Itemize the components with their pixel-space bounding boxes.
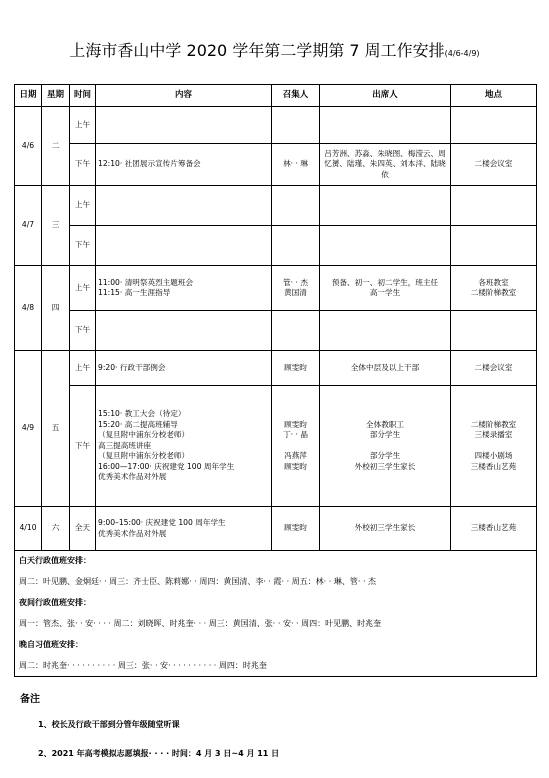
table-row <box>15 507 537 551</box>
attendees-cell: 全体中层及以上干部 <box>320 351 451 386</box>
notes-heading: 备注 <box>20 694 40 705</box>
study-duty-line: 周二：时兆奎· · · · · · · · · · 周三：张· · 安· · · · · · · · · · 周四：时兆奎 <box>15 656 537 677</box>
table-row <box>15 226 537 266</box>
time-cell: 上午 <box>70 107 96 144</box>
content-cell: 9:20· 行政干部例会 <box>96 351 272 386</box>
weekday-cell: 五 <box>42 351 70 507</box>
time-cell: 下午 <box>70 226 96 266</box>
time-cell: 下午 <box>70 311 96 351</box>
convener-cell: 顾雯昀 丁· · 晶 冯燕萍 顾雯昀 <box>272 386 320 507</box>
date-cell: 4/8 <box>15 266 42 351</box>
table-row <box>15 107 537 144</box>
day-duty-line: 周二：叶见鹏、金炯廷· · 周三：齐士臣、陈莉娜· · 周四：黄国清、李· · 霞· · 周五：林· · 琳、管· · 杰 <box>15 572 537 593</box>
place-cell: 二楼会议室 <box>451 351 537 386</box>
weekday-cell: 三 <box>42 186 70 266</box>
place-cell <box>451 311 537 351</box>
time-cell: 全天 <box>70 507 96 551</box>
day-duty-title: 白天行政值班安排： <box>15 551 537 572</box>
time-cell: 下午 <box>70 144 96 186</box>
table-row <box>15 144 537 186</box>
table-header-row <box>15 85 537 107</box>
time-cell: 上午 <box>70 186 96 226</box>
convener-cell: 管· · 杰 黄国清 <box>272 266 320 311</box>
date-cell: 4/9 <box>15 351 42 507</box>
table-row <box>15 266 537 311</box>
schedule-body <box>15 107 537 551</box>
header-attendees: 出席人 <box>320 85 451 107</box>
date-cell: 4/7 <box>15 186 42 266</box>
convener-cell: 顾雯昀 <box>272 351 320 386</box>
place-cell <box>451 226 537 266</box>
table-row <box>15 386 537 507</box>
study-duty-title: 晚自习值班安排： <box>15 635 537 656</box>
table-row <box>15 186 537 226</box>
attendees-cell: 吕芳洲、苏淼、朱晓图、梅滢云、周忆赟、陆瑾、朱四英、刘本洋、陆晓依 <box>320 144 451 186</box>
table-row <box>15 351 537 386</box>
time-cell: 上午 <box>70 266 96 311</box>
place-cell: 二楼阶梯教室 三楼录播室 四楼小剧场 三楼香山艺苑 <box>451 386 537 507</box>
content-cell: 15:10· 教工大会（待定） 15:20· 高二提高班辅导 （复旦附中浦东分校老师） 高三提高班讲座 （复旦附中浦东分校老师） 16:00—17:00· 庆祝建党 100 周年学生 优秀美术作品对外展 <box>96 386 272 507</box>
attendees-cell <box>320 186 451 226</box>
convener-cell <box>272 311 320 351</box>
place-cell <box>451 107 537 144</box>
schedule-table <box>14 84 537 677</box>
content-cell: 11:00· 清明祭英烈主题班会 11:15· 高一生涯指导 <box>96 266 272 311</box>
header-time: 时间 <box>70 85 96 107</box>
time-cell: 上午 <box>70 351 96 386</box>
place-cell <box>451 186 537 226</box>
night-duty-line: 周一：管杰、张· · 安· · · · 周二：刘晓晖、时兆奎· · · 周三：黄国清、张· · 安· · 周四：叶见鹏、时兆奎 <box>15 614 537 635</box>
content-cell <box>96 311 272 351</box>
attendees-cell <box>320 226 451 266</box>
content-cell <box>96 107 272 144</box>
weekday-cell: 二 <box>42 107 70 186</box>
time-cell: 下午 <box>70 386 96 507</box>
note-item-2: 2、2021 年高考模拟志愿填报· · · · 时间：4 月 3 日~4 月 11 日 <box>38 749 280 758</box>
attendees-cell: 全体教职工 部分学生 部分学生 外校初三学生家长 <box>320 386 451 507</box>
content-cell <box>96 186 272 226</box>
content-cell <box>96 226 272 266</box>
note-item-1: 1、校长及行政干部到分管年级随堂听课 <box>38 720 180 729</box>
attendees-cell <box>320 311 451 351</box>
header-date: 日期 <box>15 85 42 107</box>
convener-cell <box>272 107 320 144</box>
header-place: 地点 <box>451 85 537 107</box>
title-date-range: (4/6-4/9) <box>444 49 480 58</box>
convener-cell <box>272 186 320 226</box>
convener-cell: 顾雯昀 <box>272 507 320 551</box>
notes-section <box>20 690 279 777</box>
night-duty-title: 夜间行政值班安排： <box>15 593 537 614</box>
attendees-cell: 外校初三学生家长 <box>320 507 451 551</box>
convener-cell: 林· · 琳 <box>272 144 320 186</box>
date-cell: 4/10 <box>15 507 42 551</box>
header-content: 内容 <box>96 85 272 107</box>
weekday-cell: 六 <box>42 507 70 551</box>
place-cell: 各班教室 二楼阶梯教室 <box>451 266 537 311</box>
duty-section <box>15 551 537 677</box>
content-cell: 12:10· 社团展示宣传片筹备会 <box>96 144 272 186</box>
weekday-cell: 四 <box>42 266 70 351</box>
header-weekday: 星期 <box>42 85 70 107</box>
attendees-cell: 预备、初一、初二学生，班主任 高一学生 <box>320 266 451 311</box>
place-cell: 二楼会议室 <box>451 144 537 186</box>
place-cell: 三楼香山艺苑 <box>451 507 537 551</box>
convener-cell <box>272 226 320 266</box>
page-title <box>0 38 549 61</box>
title-text: 上海市香山中学 2020 学年第二学期第 7 周工作安排 <box>69 41 445 60</box>
table-row <box>15 311 537 351</box>
content-cell: 9:00–15:00· 庆祝建党 100 周年学生 优秀美术作品对外展 <box>96 507 272 551</box>
header-convener: 召集人 <box>272 85 320 107</box>
attendees-cell <box>320 107 451 144</box>
date-cell: 4/6 <box>15 107 42 186</box>
